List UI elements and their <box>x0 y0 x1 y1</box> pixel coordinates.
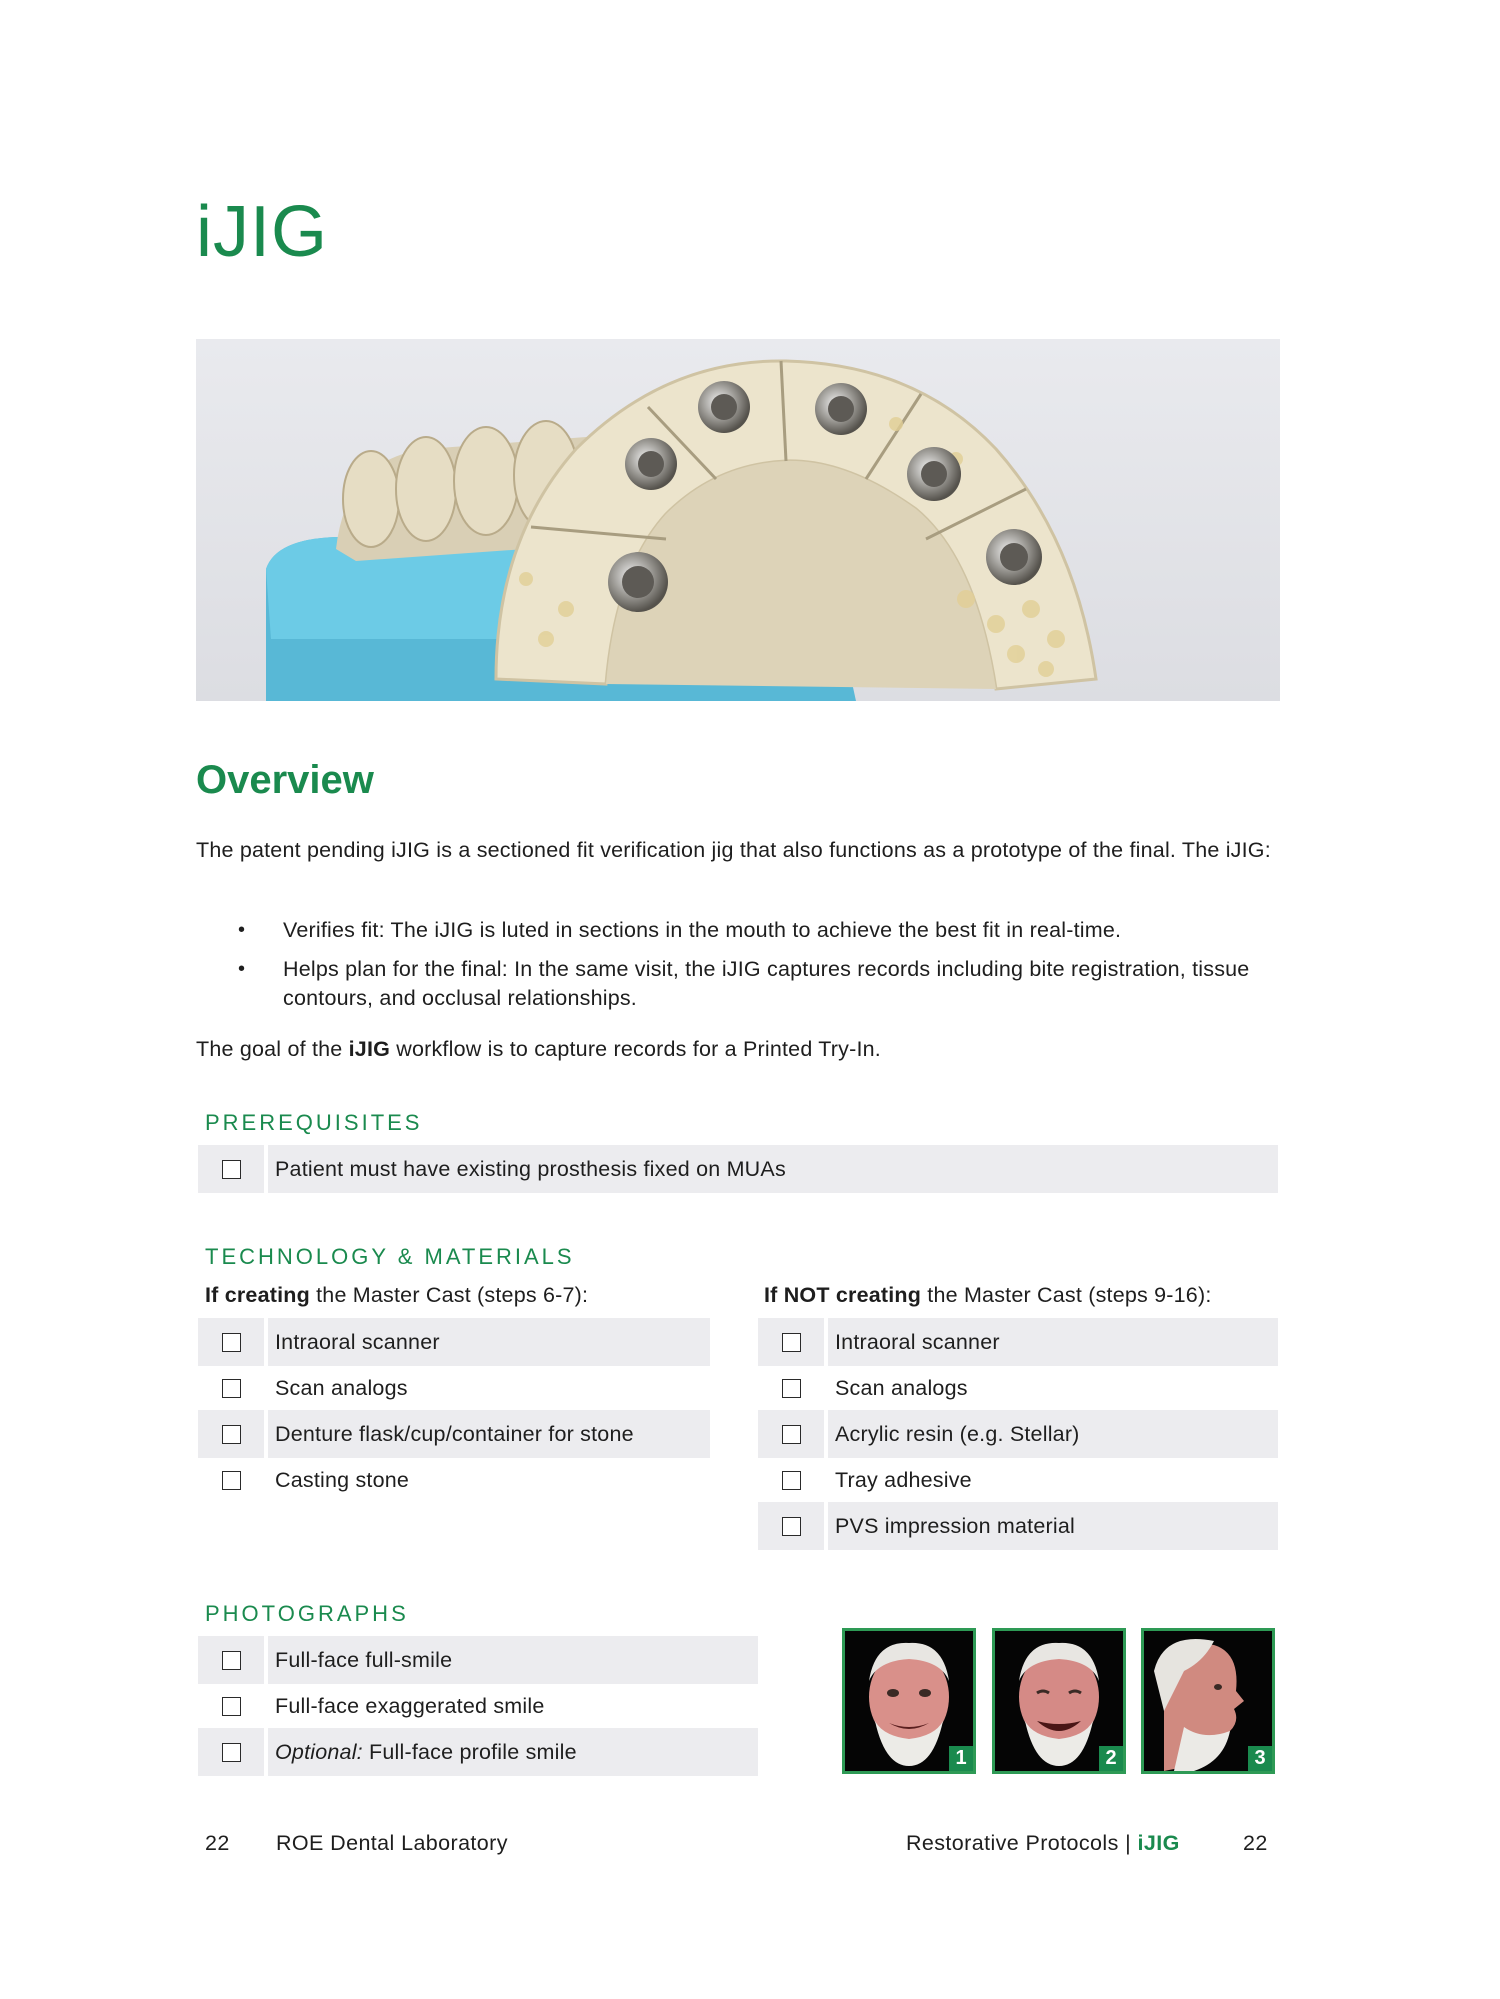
footer-page-right: 22 <box>1243 1831 1268 1855</box>
goal-bold: iJIG <box>348 1037 391 1061</box>
material-label: Intraoral scanner <box>268 1318 710 1366</box>
checkbox[interactable] <box>222 1160 241 1179</box>
technology-label: TECHNOLOGY & MATERIALS <box>205 1244 575 1269</box>
material-row[interactable] <box>198 1410 710 1458</box>
footer-section-accent: iJIG <box>1137 1831 1180 1855</box>
material-row[interactable] <box>758 1410 1278 1458</box>
photo-number: 3 <box>1248 1746 1272 1771</box>
patient-photo-profile-smile <box>1141 1628 1275 1774</box>
material-label: Casting stone <box>275 1467 410 1492</box>
patient-photo-front-smile <box>842 1628 976 1774</box>
footer-page-left: 22 <box>205 1831 230 1855</box>
footer-section-text: Restorative Protocols | <box>906 1831 1138 1855</box>
photo-row[interactable] <box>198 1682 758 1730</box>
prerequisites-label: PREREQUISITES <box>205 1110 423 1135</box>
material-label: Denture flask/cup/container for stone <box>268 1410 710 1458</box>
bullet-text: Verifies fit: The iJIG is luted in sections in the mouth to achieve the best fit in real-time. <box>283 918 1122 942</box>
material-label: Scan analogs <box>835 1375 968 1400</box>
checkbox[interactable] <box>222 1379 241 1398</box>
left-head-bold: If creating <box>205 1283 310 1307</box>
hero-image <box>196 339 1280 701</box>
ijig-photo-illustration <box>196 339 1280 701</box>
footer-section <box>906 1831 1180 1856</box>
photographs-label: PHOTOGRAPHS <box>205 1601 409 1626</box>
goal-prefix: The goal of the <box>196 1037 349 1061</box>
material-label: Scan analogs <box>275 1375 408 1400</box>
right-column-heading <box>764 1283 1212 1308</box>
material-label: Tray adhesive <box>835 1467 972 1492</box>
photo-number: 2 <box>1099 1746 1123 1771</box>
bullet-text: Helps plan for the final: In the same visit, the iJIG captures records including bite registration, tissue contours, and occlusal relationships. <box>283 957 1250 1010</box>
photo-label-text: Full-face profile smile <box>369 1739 577 1764</box>
checkbox[interactable] <box>782 1379 801 1398</box>
page-title: iJIG <box>196 192 329 272</box>
right-head-bold: If NOT creating <box>764 1283 922 1307</box>
material-row[interactable] <box>758 1364 1278 1412</box>
optional-prefix: Optional: <box>275 1739 363 1764</box>
photo-label <box>268 1728 758 1776</box>
bullet-dot: • <box>238 958 246 980</box>
overview-goal <box>196 1035 881 1064</box>
photo-row[interactable] <box>198 1728 758 1776</box>
prerequisite-label: Patient must have existing prosthesis fixed on MUAs <box>268 1145 1278 1193</box>
checkbox[interactable] <box>782 1471 801 1490</box>
material-row[interactable] <box>758 1502 1278 1550</box>
photo-row[interactable] <box>198 1636 758 1684</box>
checkbox[interactable] <box>782 1517 801 1536</box>
bullet-dot: • <box>238 919 246 941</box>
material-label: Acrylic resin (e.g. Stellar) <box>828 1410 1278 1458</box>
material-row[interactable] <box>198 1456 710 1504</box>
patient-photo-exaggerated-smile <box>992 1628 1126 1774</box>
material-row[interactable] <box>758 1456 1278 1504</box>
left-head-rest: the Master Cast (steps 6-7): <box>309 1283 589 1307</box>
footer-organization: ROE Dental Laboratory <box>276 1831 508 1855</box>
checkbox[interactable] <box>222 1697 241 1716</box>
material-label: PVS impression material <box>828 1502 1278 1550</box>
overview-heading: Overview <box>196 758 374 802</box>
checkbox[interactable] <box>222 1333 241 1352</box>
checkbox[interactable] <box>222 1425 241 1444</box>
photo-label: Full-face full-smile <box>268 1636 758 1684</box>
checkbox[interactable] <box>782 1333 801 1352</box>
checkbox[interactable] <box>222 1651 241 1670</box>
checkbox[interactable] <box>222 1471 241 1490</box>
checkbox[interactable] <box>222 1743 241 1762</box>
prerequisite-row[interactable] <box>198 1145 1278 1193</box>
goal-suffix: workflow is to capture records for a Printed Try-In. <box>390 1037 881 1061</box>
left-column-heading <box>205 1283 588 1308</box>
material-row[interactable] <box>198 1364 710 1412</box>
material-row[interactable] <box>758 1318 1278 1366</box>
right-head-rest: the Master Cast (steps 9-16): <box>921 1283 1212 1307</box>
material-label: Intraoral scanner <box>828 1318 1278 1366</box>
photo-label: Full-face exaggerated smile <box>275 1693 545 1718</box>
photo-number: 1 <box>949 1746 973 1771</box>
checkbox[interactable] <box>782 1425 801 1444</box>
material-row[interactable] <box>198 1318 710 1366</box>
overview-intro: The patent pending iJIG is a sectioned fit verification jig that also functions as a prototype of the final. The iJIG: <box>196 838 1271 862</box>
